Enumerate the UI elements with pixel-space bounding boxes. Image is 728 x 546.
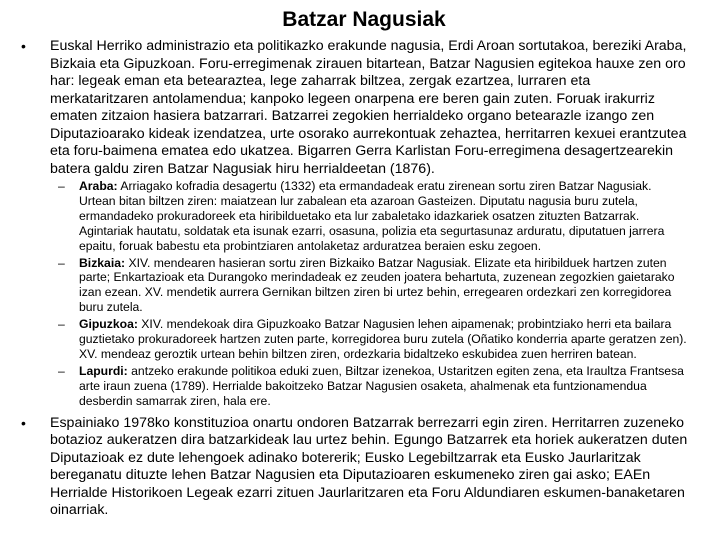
sub-item-marker: – xyxy=(58,317,65,332)
bullet-marker: • xyxy=(21,414,26,431)
sub-item-name: Bizkaia: xyxy=(79,255,126,270)
sub-item-text: Arriagako kofradia desagertu (1332) eta ermandadeak eratu zirenean sortu ziren Batzar Nagusiak. Urtean bitan biltzen ziren: maiatzean lur zabalean eta azaroan Gasteizen. Diputatu nagusia buru zutela, ermandadeko prokuradoreek eta hiribilduetako eta lur zabaletako idazkariek osatzen zituzten Batzarrak. Agintariak hautatu, soldatak eta isunak ezarri, osasuna, polizia eta segurtasunaz arduratu, diputatuen jarrera epaitu, foruak babestu eta probintziaren antolaketaz arduratzea beraien esku zegoen. xyxy=(79,179,665,253)
sub-item-bizkaia xyxy=(0,256,728,316)
sub-item-araba xyxy=(0,179,728,254)
sub-item-gipuzkoa xyxy=(0,317,728,362)
sub-item-text: XIV. mendearen hasieran sortu ziren Bizkaiko Batzar Nagusiak. Elizate eta hiribilduek hartzen zuten parte; Enkartazioak eta Durangoko merindadeak ez zeuden joatera behartuta, zuzenean zegozkien gaietarako izan ezean. XV. mendetik aurrera Gernikan biltzen ziren bi urtez behin, erregearen ordezkari zen korregidorea buru zutela. xyxy=(79,255,675,315)
bullet-text: Espainiako 1978ko konstituzioa onartu ondoren Batzarrak berrezarri egin ziren. Herritarren zuzeneko botazioz aukeratzen dira batzarkideak lau urtez behin. Egungo Batzarrek eta horiek aukeratzen duten Diputazioak ez dute lehengoek adinako botererik; Eusko Legebiltzarrak eta Eusko Jaurlaritzak bereganatu dituzte lehen Batzar Nagusien eta Diputazioaren eskumeneko ziren gai asko; EAEn Herrialde Historikoen Legeak ezarri zituen Jaurlaritzaren eta Foru Aldundiaren eskumen-banaketaren oinarriak. xyxy=(50,414,688,519)
sub-item-text: XIV. mendekoak dira Gipuzkoako Batzar Nagusien lehen aipamenak; probintziako herri eta bailara guztietako prokuradoreek hartzen zuten parte, korregidorea buru zutela (Oñatiko konderria aparte geratzen zen). XV. mendeaz geroztik urtean behin biltzen ziren, ordezkaria bidaltzeko eskubidea zuen herriren batean. xyxy=(79,317,687,361)
sub-item-name: Araba: xyxy=(79,179,118,193)
sub-item-lapurdi xyxy=(0,364,728,409)
bullet-marker: • xyxy=(21,38,26,54)
bullet-item-foru-erregimena xyxy=(0,38,728,178)
sub-item-name: Gipuzkoa: xyxy=(79,317,138,332)
bullet-item-konstituzioa xyxy=(0,415,728,520)
bullet-list xyxy=(0,38,728,520)
bullet-text: Euskal Herriko administrazio eta politikazko erakunde nagusia, Erdi Aroan sortutakoa, bereziki Araba, Bizkaia eta Gipuzkoan. Foru-erregimenak zirauen bitartean, Batzar Nagusien egitekoa hauxe zen oro har: legeak eman eta betearaztea, lege zaharrak biltzea, zergak ezartzea, lurraren eta merkataritzaren antolamendua; kanpoko legeen onarpena ere beren gain zuten. Foruak irakurriz ematen zitzaion hasiera batzarrari. Batzarrei zegokien herrialdeko organo betearazle izango zen Diputazioarako kideak izendatzea, urte osorako aurrekontuak zehaztea, herritarren kexuei erantzutea eta foru-baimena ematea edo ukatzea. Bigarren Gerra Karlistan Foru-erregimena desagertzearekin batera galdu ziren Batzar Nagusiak hiru herrialdeetan (1876). xyxy=(50,38,687,177)
sub-item-marker: – xyxy=(58,179,65,193)
sub-item-marker: – xyxy=(58,363,65,378)
sub-item-text: antzeko erakunde politikoa eduki zuen, Biltzar izenekoa, Ustaritzen egiten zena, eta Iraultza Frantsesa arte iraun zuena (1789). Herrialde bakoitzeko Batzar Nagusien osaketa, ahalmenak eta funtzionamendua desberdin samarrak ziren, hala ere. xyxy=(79,363,684,408)
sub-item-name: Lapurdi: xyxy=(79,363,128,378)
sub-item-marker: – xyxy=(58,255,65,270)
slide-title: Batzar Nagusiak xyxy=(282,8,446,31)
